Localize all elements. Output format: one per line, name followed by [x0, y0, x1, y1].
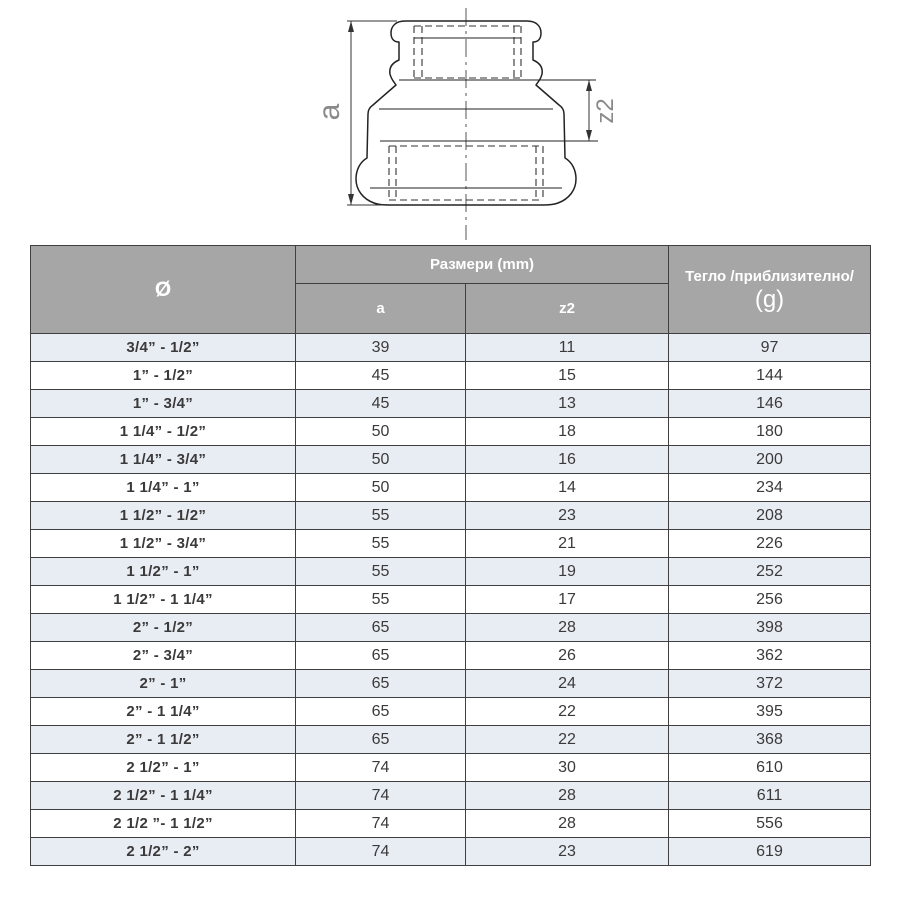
- dim-a-label: a: [313, 103, 346, 121]
- table-row: [31, 726, 871, 754]
- cell-z2: 16: [466, 446, 669, 474]
- cell-diameter: 2 1/2” - 2”: [31, 838, 296, 866]
- dim-z2-label: z2: [592, 98, 619, 124]
- spec-table-container: [30, 245, 870, 866]
- table-row: [31, 474, 871, 502]
- cell-diameter: 1 1/4” - 3/4”: [31, 446, 296, 474]
- column-header-z2: z2: [466, 284, 669, 334]
- cell-z2: 28: [466, 782, 669, 810]
- cell-weight: 256: [669, 586, 871, 614]
- table-row: [31, 362, 871, 390]
- reducing-socket-diagram: [0, 0, 900, 245]
- spec-table-body: [31, 334, 871, 866]
- cell-a: 45: [296, 390, 466, 418]
- cell-z2: 13: [466, 390, 669, 418]
- cell-z2: 18: [466, 418, 669, 446]
- cell-z2: 14: [466, 474, 669, 502]
- cell-weight: 611: [669, 782, 871, 810]
- cell-diameter: 2 1/2” - 1”: [31, 754, 296, 782]
- cell-z2: 26: [466, 642, 669, 670]
- cell-weight: 226: [669, 530, 871, 558]
- cell-weight: 144: [669, 362, 871, 390]
- cell-weight: 208: [669, 502, 871, 530]
- cell-a: 74: [296, 754, 466, 782]
- cell-a: 74: [296, 782, 466, 810]
- dimension-a: [347, 21, 397, 205]
- column-header-weight: [669, 246, 871, 334]
- cell-diameter: 2 1/2” - 1 1/4”: [31, 782, 296, 810]
- cell-diameter: 2 1/2 ”- 1 1/2”: [31, 810, 296, 838]
- table-row: [31, 698, 871, 726]
- cell-z2: 28: [466, 614, 669, 642]
- column-header-a: a: [296, 284, 466, 334]
- cell-z2: 15: [466, 362, 669, 390]
- dim-a-arrow-top: [348, 21, 354, 32]
- cell-z2: 30: [466, 754, 669, 782]
- cell-weight: 180: [669, 418, 871, 446]
- cell-weight: 619: [669, 838, 871, 866]
- column-header-diameter: Ø: [31, 246, 296, 334]
- dim-z2-arrow-bottom: [586, 130, 592, 141]
- table-row: [31, 418, 871, 446]
- table-row: [31, 838, 871, 866]
- cell-diameter: 1 1/2” - 3/4”: [31, 530, 296, 558]
- cell-z2: 24: [466, 670, 669, 698]
- cell-weight: 372: [669, 670, 871, 698]
- cell-z2: 22: [466, 698, 669, 726]
- table-row: [31, 586, 871, 614]
- cell-z2: 11: [466, 334, 669, 362]
- cell-diameter: 1” - 3/4”: [31, 390, 296, 418]
- cell-z2: 28: [466, 810, 669, 838]
- spec-table-header: [31, 246, 871, 334]
- weight-unit-label: (g): [754, 285, 785, 313]
- table-row: [31, 334, 871, 362]
- cell-a: 65: [296, 614, 466, 642]
- cell-diameter: 3/4” - 1/2”: [31, 334, 296, 362]
- cell-diameter: 2” - 1/2”: [31, 614, 296, 642]
- cell-a: 65: [296, 670, 466, 698]
- table-row: [31, 390, 871, 418]
- table-row: [31, 810, 871, 838]
- cell-weight: 368: [669, 726, 871, 754]
- cell-z2: 22: [466, 726, 669, 754]
- table-row: [31, 502, 871, 530]
- cell-diameter: 2” - 1 1/4”: [31, 698, 296, 726]
- spec-table: [30, 245, 871, 866]
- cell-diameter: 2” - 3/4”: [31, 642, 296, 670]
- cell-weight: 234: [669, 474, 871, 502]
- table-row: [31, 670, 871, 698]
- table-row: [31, 530, 871, 558]
- dim-a-arrow-bottom: [348, 194, 354, 205]
- cell-a: 65: [296, 642, 466, 670]
- cell-weight: 97: [669, 334, 871, 362]
- table-row: [31, 446, 871, 474]
- cell-weight: 610: [669, 754, 871, 782]
- cell-a: 45: [296, 362, 466, 390]
- dim-z2-arrow-top: [586, 80, 592, 91]
- table-row: [31, 782, 871, 810]
- cell-weight: 556: [669, 810, 871, 838]
- cell-diameter: 1 1/2” - 1”: [31, 558, 296, 586]
- cell-a: 50: [296, 474, 466, 502]
- cell-a: 55: [296, 586, 466, 614]
- table-row: [31, 754, 871, 782]
- cell-weight: 200: [669, 446, 871, 474]
- cell-diameter: 2” - 1 1/2”: [31, 726, 296, 754]
- weight-header-text: Тегло /приблизително/: [685, 268, 854, 286]
- table-row: [31, 614, 871, 642]
- cell-diameter: 1 1/2” - 1 1/4”: [31, 586, 296, 614]
- cell-weight: 362: [669, 642, 871, 670]
- technical-drawing: [0, 0, 900, 245]
- cell-a: 65: [296, 698, 466, 726]
- cell-z2: 21: [466, 530, 669, 558]
- cell-a: 55: [296, 530, 466, 558]
- cell-a: 50: [296, 446, 466, 474]
- cell-a: 55: [296, 558, 466, 586]
- cell-a: 55: [296, 502, 466, 530]
- cell-a: 74: [296, 810, 466, 838]
- cell-a: 74: [296, 838, 466, 866]
- cell-weight: 395: [669, 698, 871, 726]
- cell-weight: 146: [669, 390, 871, 418]
- cell-z2: 23: [466, 838, 669, 866]
- cell-diameter: 1 1/4” - 1/2”: [31, 418, 296, 446]
- cell-a: 39: [296, 334, 466, 362]
- column-header-dimensions: Размери (mm): [296, 246, 669, 284]
- cell-a: 50: [296, 418, 466, 446]
- cell-diameter: 1 1/4” - 1”: [31, 474, 296, 502]
- cell-diameter: 1” - 1/2”: [31, 362, 296, 390]
- upper-thread-dashed-lines: [414, 26, 521, 78]
- cell-weight: 398: [669, 614, 871, 642]
- cell-diameter: 2” - 1”: [31, 670, 296, 698]
- table-row: [31, 642, 871, 670]
- cell-z2: 17: [466, 586, 669, 614]
- cell-diameter: 1 1/2” - 1/2”: [31, 502, 296, 530]
- cell-a: 65: [296, 726, 466, 754]
- cell-z2: 23: [466, 502, 669, 530]
- table-row: [31, 558, 871, 586]
- cell-z2: 19: [466, 558, 669, 586]
- cell-weight: 252: [669, 558, 871, 586]
